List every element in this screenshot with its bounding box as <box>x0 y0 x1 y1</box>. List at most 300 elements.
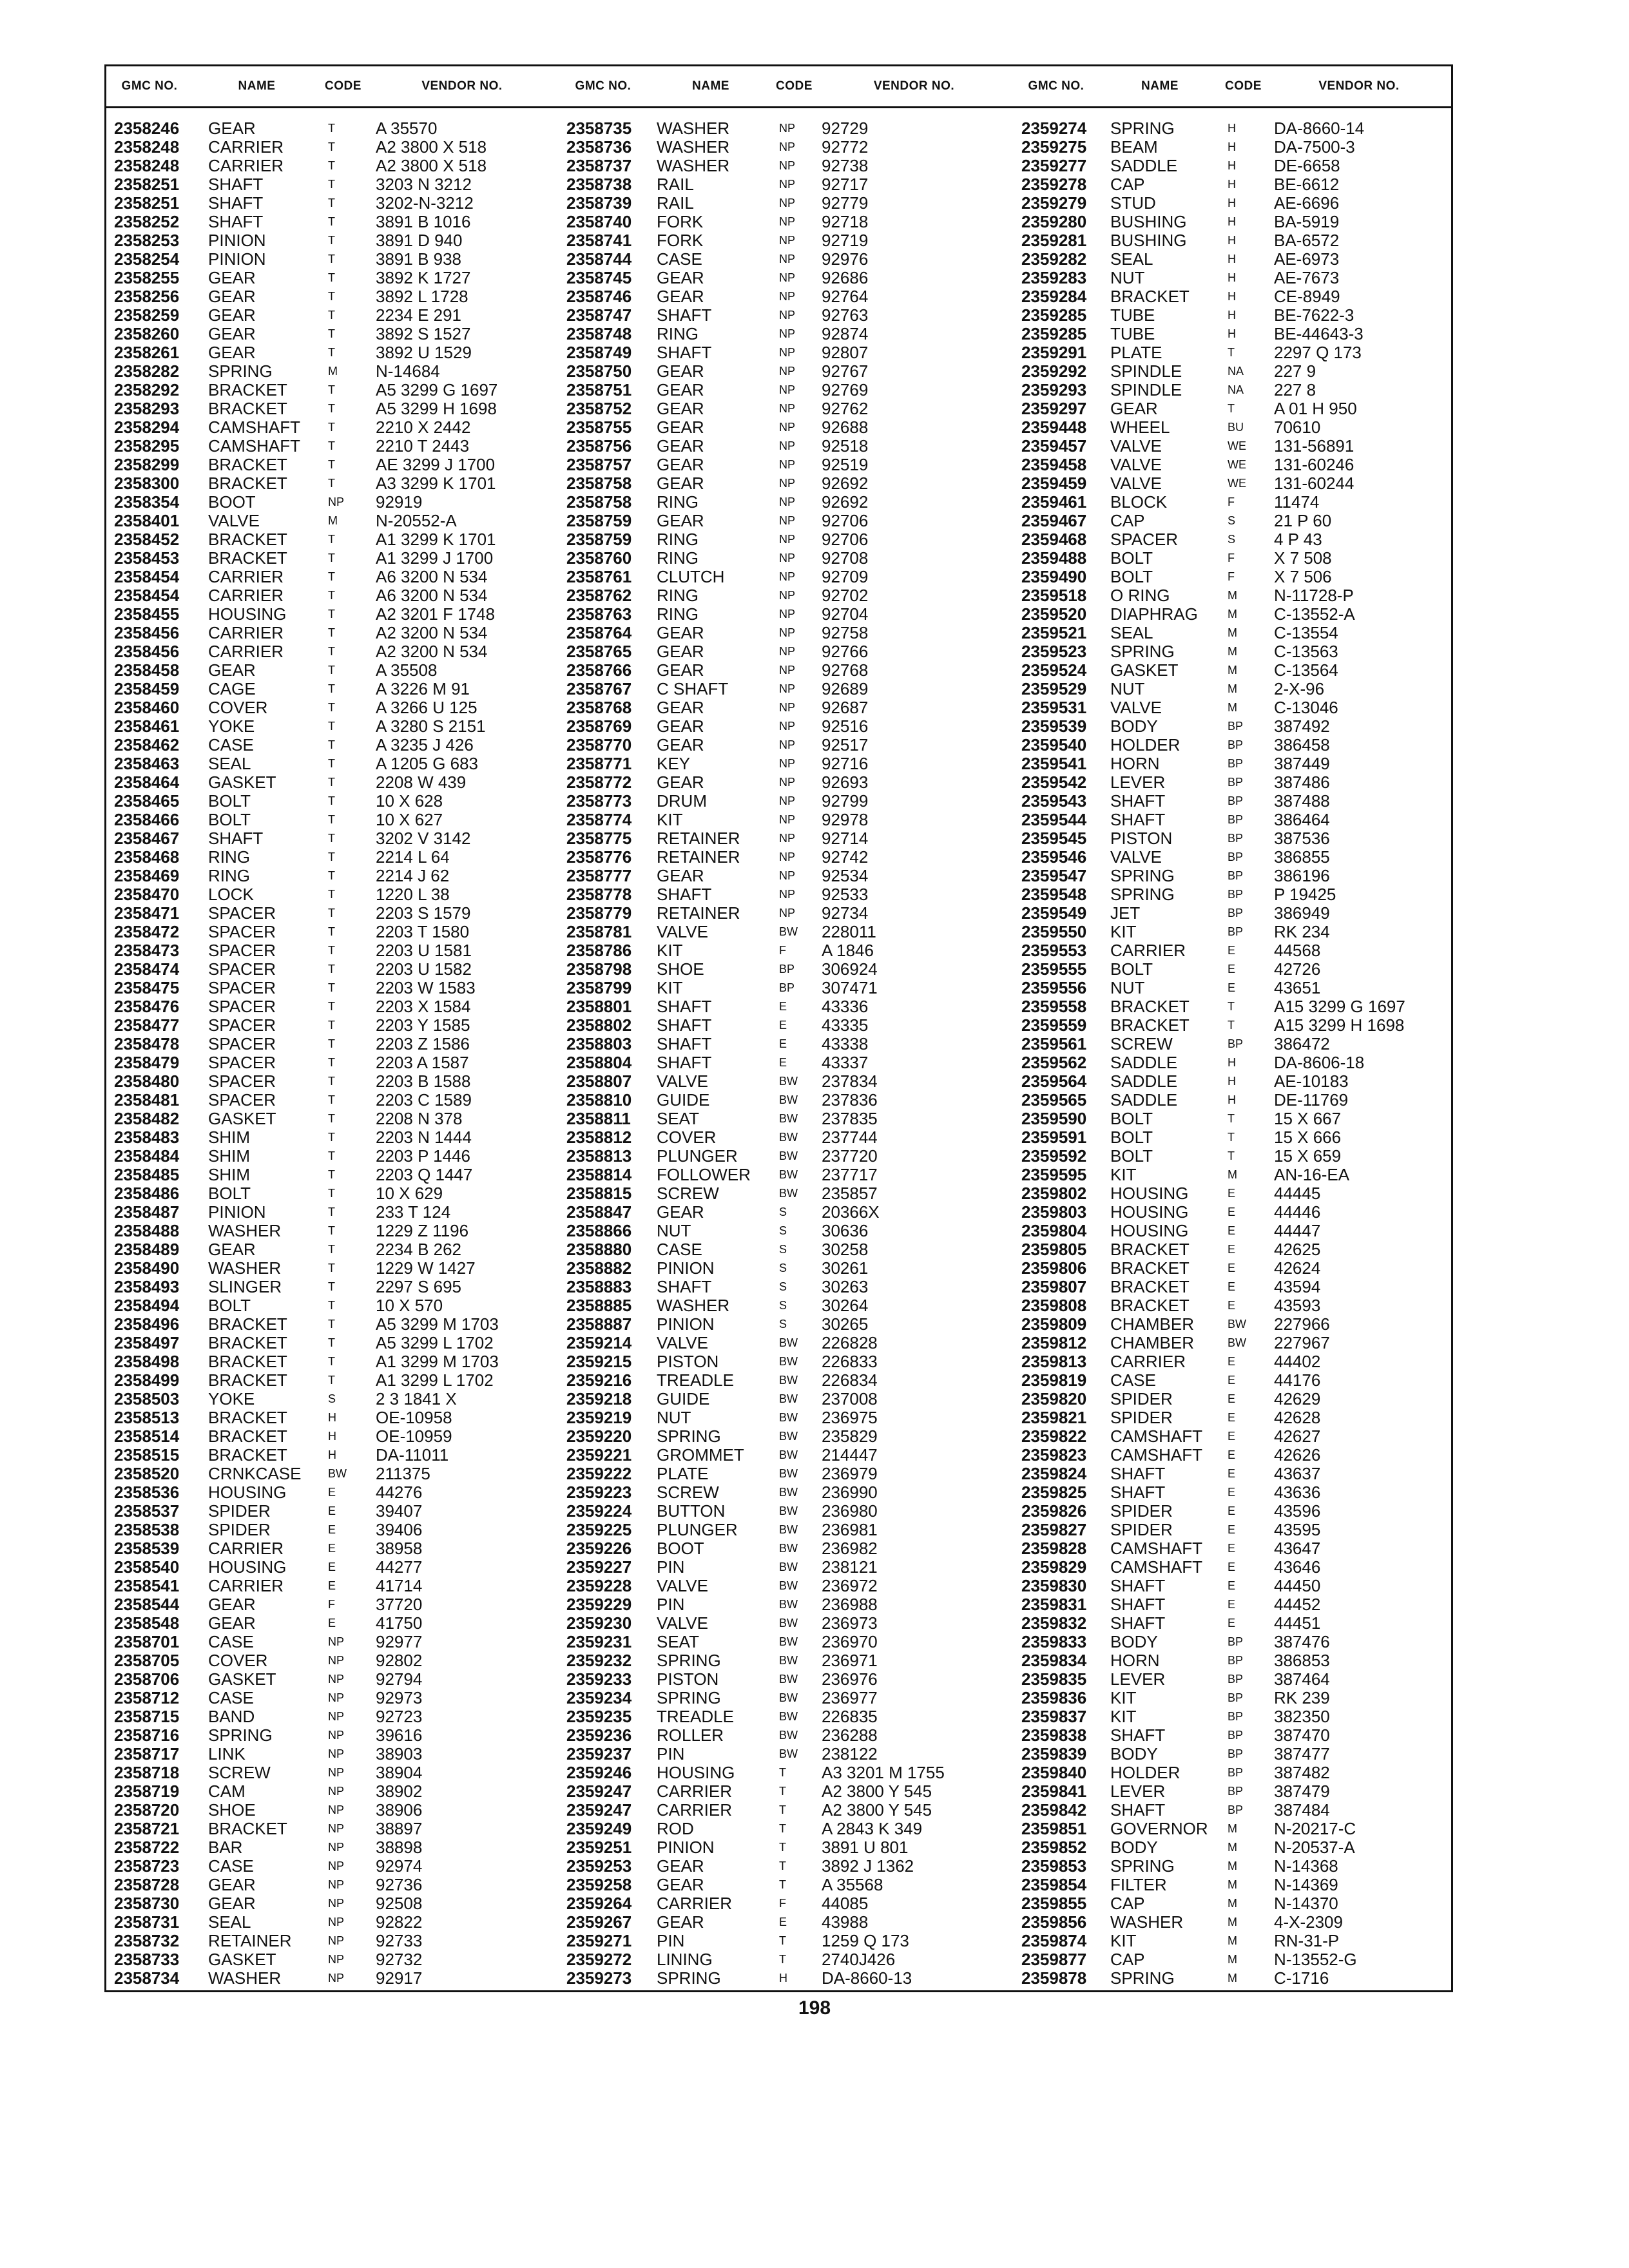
gmc-no: 2359234 <box>566 1688 632 1707</box>
gmc-no: 2359278 <box>1021 175 1087 194</box>
part-name: WASHER <box>657 1296 730 1315</box>
vendor-no: 387477 <box>1274 1744 1330 1763</box>
table-row <box>106 736 557 754</box>
part-name: GASKET <box>208 773 276 792</box>
table-row <box>106 1614 557 1633</box>
vendor-code: BP <box>779 981 795 994</box>
vendor-no: 38958 <box>376 1539 423 1558</box>
table-row <box>1014 1016 1455 1035</box>
vendor-code: M <box>1228 1916 1237 1928</box>
gmc-no: 2359230 <box>566 1613 632 1633</box>
vendor-code: NP <box>779 533 796 546</box>
vendor-code: E <box>1228 1392 1236 1405</box>
table-row <box>559 923 1014 941</box>
vendor-code: NP <box>779 159 796 172</box>
vendor-code: WE <box>1228 477 1246 490</box>
vendor-code: BW <box>779 1187 798 1200</box>
part-name: GEAR <box>208 268 256 287</box>
vendor-code: T <box>328 1336 335 1349</box>
table-row <box>1014 1184 1455 1203</box>
gmc-no: 2358781 <box>566 922 632 941</box>
vendor-code: E <box>1228 981 1236 994</box>
gmc-no: 2358885 <box>566 1296 632 1315</box>
part-name: WASHER <box>657 137 730 157</box>
vendor-no: 387488 <box>1274 791 1330 811</box>
part-name: SADDLE <box>1110 1072 1178 1091</box>
part-name: CASE <box>208 1632 254 1651</box>
vendor-code: BP <box>1228 1785 1244 1798</box>
part-name: SHAFT <box>208 193 264 213</box>
vendor-no: 387486 <box>1274 773 1330 792</box>
table-row <box>106 680 557 698</box>
vendor-no: 44452 <box>1274 1595 1321 1614</box>
part-name: KIT <box>1110 922 1137 941</box>
gmc-no: 2359219 <box>566 1408 632 1427</box>
vendor-no: AE-6696 <box>1274 193 1340 213</box>
vendor-no: 92692 <box>822 474 869 493</box>
part-name: KIT <box>1110 1688 1137 1707</box>
part-name: GEAR <box>657 361 704 381</box>
vendor-code: H <box>1228 327 1236 340</box>
table-row <box>559 1502 1014 1521</box>
gmc-no: 2358520 <box>114 1464 180 1483</box>
table-row <box>1014 1483 1455 1502</box>
vendor-no: 2203 C 1589 <box>376 1090 472 1110</box>
vendor-code: T <box>328 720 335 733</box>
vendor-no: CE-8949 <box>1274 287 1340 306</box>
vendor-no: 92729 <box>822 119 869 138</box>
vendor-code: T <box>779 1803 786 1816</box>
vendor-no: 92973 <box>376 1688 423 1707</box>
vendor-code: M <box>1228 1860 1237 1872</box>
gmc-no: 2359220 <box>566 1427 632 1446</box>
table-row <box>559 1969 1014 1988</box>
vendor-code: NP <box>328 1803 345 1816</box>
gmc-no: 2359827 <box>1021 1520 1087 1539</box>
vendor-code: H <box>1228 178 1236 191</box>
vendor-code: NP <box>328 1878 345 1891</box>
gmc-no: 2358498 <box>114 1352 180 1371</box>
table-row <box>1014 250 1455 269</box>
part-name: LINK <box>208 1744 246 1763</box>
part-name: TUBE <box>1110 305 1155 325</box>
table-row <box>1014 1315 1455 1334</box>
gmc-no: 2359543 <box>1021 791 1087 811</box>
vendor-no: 387470 <box>1274 1725 1330 1745</box>
header-code: CODE <box>325 79 361 93</box>
gmc-no: 2359275 <box>1021 137 1087 157</box>
vendor-code: NP <box>779 645 796 658</box>
vendor-code: T <box>328 234 335 247</box>
vendor-no: 10 X 629 <box>376 1184 443 1203</box>
table-row <box>559 717 1014 736</box>
gmc-no: 2359236 <box>566 1725 632 1745</box>
vendor-code: F <box>779 1897 786 1910</box>
gmc-no: 2358482 <box>114 1109 180 1128</box>
part-name: VALVE <box>657 1072 708 1091</box>
vendor-no: 43337 <box>822 1053 869 1072</box>
vendor-code: BW <box>779 1430 798 1443</box>
vendor-no: 44447 <box>1274 1221 1321 1240</box>
gmc-no: 2358486 <box>114 1184 180 1203</box>
vendor-no: 306924 <box>822 959 878 979</box>
table-row <box>1014 1932 1455 1950</box>
part-name: BOLT <box>208 810 251 829</box>
vendor-no: N-20552-A <box>376 511 457 530</box>
gmc-no: 2358292 <box>114 380 180 399</box>
gmc-no: 2358803 <box>566 1034 632 1053</box>
table-row <box>106 605 557 624</box>
gmc-no: 2358300 <box>114 474 180 493</box>
vendor-code: M <box>1228 1168 1237 1181</box>
gmc-no: 2359231 <box>566 1632 632 1651</box>
gmc-no: 2358456 <box>114 642 180 661</box>
vendor-code: BW <box>328 1467 347 1480</box>
table-row <box>106 773 557 792</box>
vendor-code: BP <box>1228 813 1244 826</box>
vendor-code: T <box>328 1000 335 1013</box>
table-row <box>106 1203 557 1222</box>
part-name: BOLT <box>208 791 251 811</box>
vendor-no: 92758 <box>822 623 869 642</box>
vendor-no: A 1846 <box>822 941 874 960</box>
parts-column-3 <box>1014 119 1455 1988</box>
gmc-no: 2358847 <box>566 1202 632 1222</box>
table-row <box>559 568 1014 586</box>
gmc-no: 2359820 <box>1021 1389 1087 1408</box>
vendor-no: P 19425 <box>1274 885 1336 904</box>
part-name: VALVE <box>1110 436 1162 456</box>
table-row <box>1014 1614 1455 1633</box>
vendor-code: BW <box>779 1579 798 1592</box>
vendor-code: NP <box>779 608 796 620</box>
vendor-no: A3 3299 K 1701 <box>376 474 496 493</box>
part-name: TUBE <box>1110 324 1155 343</box>
vendor-code: BW <box>779 1673 798 1686</box>
gmc-no: 2358761 <box>566 567 632 586</box>
table-row <box>559 1016 1014 1035</box>
gmc-no: 2358802 <box>566 1015 632 1035</box>
gmc-no: 2358758 <box>566 474 632 493</box>
vendor-code: T <box>328 1374 335 1387</box>
vendor-no: N-14684 <box>376 361 440 381</box>
table-row <box>1014 306 1455 325</box>
header-name: NAME <box>1141 79 1179 93</box>
vendor-code: T <box>779 1766 786 1779</box>
vendor-code: M <box>1228 1841 1237 1854</box>
part-name: HOUSING <box>208 604 287 624</box>
part-name: PINION <box>657 1258 715 1278</box>
part-name: CASE <box>208 1856 254 1876</box>
gmc-no: 2358466 <box>114 810 180 829</box>
table-row <box>559 530 1014 549</box>
gmc-no: 2358777 <box>566 866 632 885</box>
vendor-no: BE-6612 <box>1274 175 1340 194</box>
vendor-code: BW <box>779 1448 798 1461</box>
part-name: CHAMBER <box>1110 1333 1195 1352</box>
table-row <box>1014 661 1455 680</box>
gmc-no: 2358712 <box>114 1688 180 1707</box>
gmc-no: 2358813 <box>566 1146 632 1166</box>
part-name: FOLLOWER <box>657 1165 751 1184</box>
part-name: SPACER <box>208 941 276 960</box>
vendor-code: T <box>328 140 335 153</box>
gmc-no: 2359802 <box>1021 1184 1087 1203</box>
table-row <box>106 848 557 867</box>
table-row <box>106 194 557 213</box>
table-row <box>559 213 1014 231</box>
vendor-code: T <box>328 290 335 303</box>
table-row <box>106 1801 557 1820</box>
vendor-code: T <box>328 402 335 415</box>
part-name: RING <box>208 847 250 867</box>
vendor-code: NP <box>328 495 345 508</box>
part-name: CAGE <box>208 679 256 698</box>
part-name: NUT <box>1110 978 1145 997</box>
part-name: SADDLE <box>1110 156 1178 175</box>
vendor-code: T <box>328 832 335 845</box>
part-name: GEAR <box>657 642 704 661</box>
gmc-no: 2358723 <box>114 1856 180 1876</box>
table-row <box>1014 530 1455 549</box>
vendor-no: 92807 <box>822 343 869 362</box>
vendor-code: T <box>328 1019 335 1032</box>
part-name: GEAR <box>657 511 704 530</box>
vendor-no: A 3226 M 91 <box>376 679 470 698</box>
part-name: BOLT <box>1110 1109 1153 1128</box>
vendor-code: H <box>328 1448 336 1461</box>
part-name: PISTON <box>1110 829 1173 848</box>
vendor-code: NP <box>328 1897 345 1910</box>
table-row <box>106 979 557 997</box>
gmc-no: 2359232 <box>566 1651 632 1670</box>
vendor-code: NP <box>779 682 796 695</box>
part-name: BRACKET <box>1110 287 1190 306</box>
vendor-no: 2740J426 <box>822 1950 896 1969</box>
vendor-no: A 35568 <box>822 1875 883 1894</box>
gmc-no: 2359829 <box>1021 1557 1087 1577</box>
gmc-no: 2358751 <box>566 380 632 399</box>
part-name: HOUSING <box>657 1763 735 1782</box>
table-row <box>106 1352 557 1371</box>
vendor-code: T <box>328 197 335 209</box>
table-row <box>559 456 1014 474</box>
vendor-no: 237836 <box>822 1090 878 1110</box>
gmc-no: 2359227 <box>566 1557 632 1577</box>
vendor-code: M <box>1228 1934 1237 1947</box>
table-row <box>106 1595 557 1614</box>
vendor-no: 92708 <box>822 548 869 568</box>
vendor-code: BP <box>1228 1654 1244 1667</box>
vendor-code: H <box>779 1972 787 1984</box>
gmc-no: 2358248 <box>114 156 180 175</box>
vendor-code: E <box>779 1037 787 1050</box>
vendor-no: 92534 <box>822 866 869 885</box>
vendor-no: A3 3201 M 1755 <box>822 1763 945 1782</box>
table-row <box>1014 1782 1455 1801</box>
part-name: SEAL <box>1110 249 1153 269</box>
part-name: CARRIER <box>657 1782 733 1801</box>
vendor-code: T <box>1228 1131 1235 1144</box>
table-row <box>106 867 557 885</box>
part-name: SHAFT <box>657 885 712 904</box>
part-name: SPACER <box>208 1090 276 1110</box>
table-row <box>559 1035 1014 1053</box>
gmc-no: 2358748 <box>566 324 632 343</box>
vendor-code: E <box>328 1561 336 1573</box>
part-name: BLOCK <box>1110 492 1168 512</box>
vendor-code: WE <box>1228 458 1246 471</box>
vendor-no: 92976 <box>822 249 869 269</box>
part-name: CARRIER <box>208 156 284 175</box>
vendor-code: T <box>328 1056 335 1069</box>
table-row <box>559 493 1014 512</box>
table-row <box>559 848 1014 867</box>
table-row <box>1014 979 1455 997</box>
gmc-no: 2359291 <box>1021 343 1087 362</box>
gmc-no: 2358494 <box>114 1296 180 1315</box>
part-name: TREADLE <box>657 1707 734 1726</box>
part-name: SHAFT <box>1110 1464 1166 1483</box>
part-name: BRACKET <box>208 1408 287 1427</box>
part-name: GEAR <box>657 418 704 437</box>
gmc-no: 2359281 <box>1021 231 1087 250</box>
part-name: PIN <box>657 1931 685 1950</box>
vendor-code: S <box>779 1262 787 1274</box>
vendor-no: 92772 <box>822 137 869 157</box>
gmc-no: 2359284 <box>1021 287 1087 306</box>
gmc-no: 2358719 <box>114 1782 180 1801</box>
vendor-no: 92519 <box>822 455 869 474</box>
part-name: SCREW <box>208 1763 271 1782</box>
part-name: GUIDE <box>657 1389 710 1408</box>
vendor-code: H <box>1228 1075 1236 1088</box>
part-name: BAR <box>208 1838 243 1857</box>
vendor-no: 38904 <box>376 1763 423 1782</box>
table-row <box>559 1950 1014 1969</box>
table-row <box>106 306 557 325</box>
gmc-no: 2358354 <box>114 492 180 512</box>
header-divider <box>106 106 1451 108</box>
gmc-no: 2359523 <box>1021 642 1087 661</box>
table-row <box>559 1128 1014 1147</box>
gmc-no: 2359545 <box>1021 829 1087 848</box>
vendor-no: 2234 E 291 <box>376 305 462 325</box>
vendor-code: E <box>328 1617 336 1629</box>
vendor-no: A2 3200 N 534 <box>376 623 488 642</box>
gmc-no: 2358767 <box>566 679 632 698</box>
part-name: SPACER <box>208 903 276 923</box>
header-name: NAME <box>238 79 276 93</box>
gmc-no: 2359590 <box>1021 1109 1087 1128</box>
vendor-no: 2208 W 439 <box>376 773 467 792</box>
table-row <box>559 1483 1014 1502</box>
vendor-no: 2203 Q 1447 <box>376 1165 473 1184</box>
table-row <box>1014 1334 1455 1352</box>
part-name: SHIM <box>208 1146 250 1166</box>
gmc-no: 2359544 <box>1021 810 1087 829</box>
part-name: BAND <box>208 1707 255 1726</box>
table-row <box>559 1465 1014 1483</box>
vendor-code: M <box>1228 626 1237 639</box>
vendor-code: BP <box>1228 1710 1244 1723</box>
part-name: SHAFT <box>657 1034 712 1053</box>
part-name: WASHER <box>657 156 730 175</box>
part-name: RAIL <box>657 193 694 213</box>
vendor-code: BP <box>1228 832 1244 845</box>
vendor-code: NP <box>779 589 796 602</box>
table-row <box>559 1446 1014 1465</box>
table-row <box>559 1577 1014 1595</box>
gmc-no: 2358548 <box>114 1613 180 1633</box>
part-name: PINION <box>657 1838 715 1857</box>
part-name: GEAR <box>208 660 256 680</box>
part-name: KIT <box>657 941 683 960</box>
vendor-code: E <box>328 1579 336 1592</box>
gmc-no: 2359228 <box>566 1576 632 1595</box>
vendor-code: H <box>1228 215 1236 228</box>
part-name: CARRIER <box>208 567 284 586</box>
gmc-no: 2359822 <box>1021 1427 1087 1446</box>
part-name: BRACKET <box>208 474 287 493</box>
vendor-no: 10 X 627 <box>376 810 443 829</box>
table-row <box>106 437 557 456</box>
part-name: BOOT <box>657 1539 704 1558</box>
vendor-code: T <box>779 1860 786 1872</box>
vendor-code: S <box>1228 514 1236 527</box>
part-name: CAMSHAFT <box>1110 1539 1202 1558</box>
part-name: SHOE <box>208 1800 256 1820</box>
part-name: SLINGER <box>208 1277 282 1296</box>
gmc-no: 2358282 <box>114 361 180 381</box>
vendor-no: 11474 <box>1274 492 1320 512</box>
table-row <box>106 287 557 306</box>
gmc-no: 2359812 <box>1021 1333 1087 1352</box>
part-name: SHAFT <box>657 1053 712 1072</box>
part-name: SHOE <box>657 959 704 979</box>
part-name: GEAR <box>657 773 704 792</box>
vendor-no: N-13552-G <box>1274 1950 1357 1969</box>
gmc-no: 2358757 <box>566 455 632 474</box>
vendor-code: F <box>779 944 786 957</box>
table-row <box>106 1259 557 1278</box>
gmc-no: 2359518 <box>1021 586 1087 605</box>
gmc-no: 2359222 <box>566 1464 632 1483</box>
vendor-code: BW <box>779 1486 798 1499</box>
table-row <box>106 792 557 811</box>
vendor-no: 30264 <box>822 1296 869 1315</box>
table-row <box>1014 624 1455 642</box>
table-row <box>559 773 1014 792</box>
table-row <box>1014 1801 1455 1820</box>
table-row <box>1014 418 1455 437</box>
gmc-no: 2359225 <box>566 1520 632 1539</box>
vendor-code: BW <box>779 1336 798 1349</box>
table-row <box>559 157 1014 175</box>
vendor-code: H <box>328 1430 336 1443</box>
part-name: SPRING <box>657 1968 721 1988</box>
gmc-no: 2358815 <box>566 1184 632 1203</box>
table-row <box>1014 1240 1455 1259</box>
vendor-no: A2 3201 F 1748 <box>376 604 496 624</box>
part-name: RING <box>657 586 699 605</box>
vendor-code: T <box>328 1075 335 1088</box>
vendor-no: DA-8660-14 <box>1274 119 1365 138</box>
vendor-no: 1220 L 38 <box>376 885 450 904</box>
table-row <box>1014 157 1455 175</box>
part-name: BOLT <box>208 1184 251 1203</box>
vendor-code: T <box>328 159 335 172</box>
